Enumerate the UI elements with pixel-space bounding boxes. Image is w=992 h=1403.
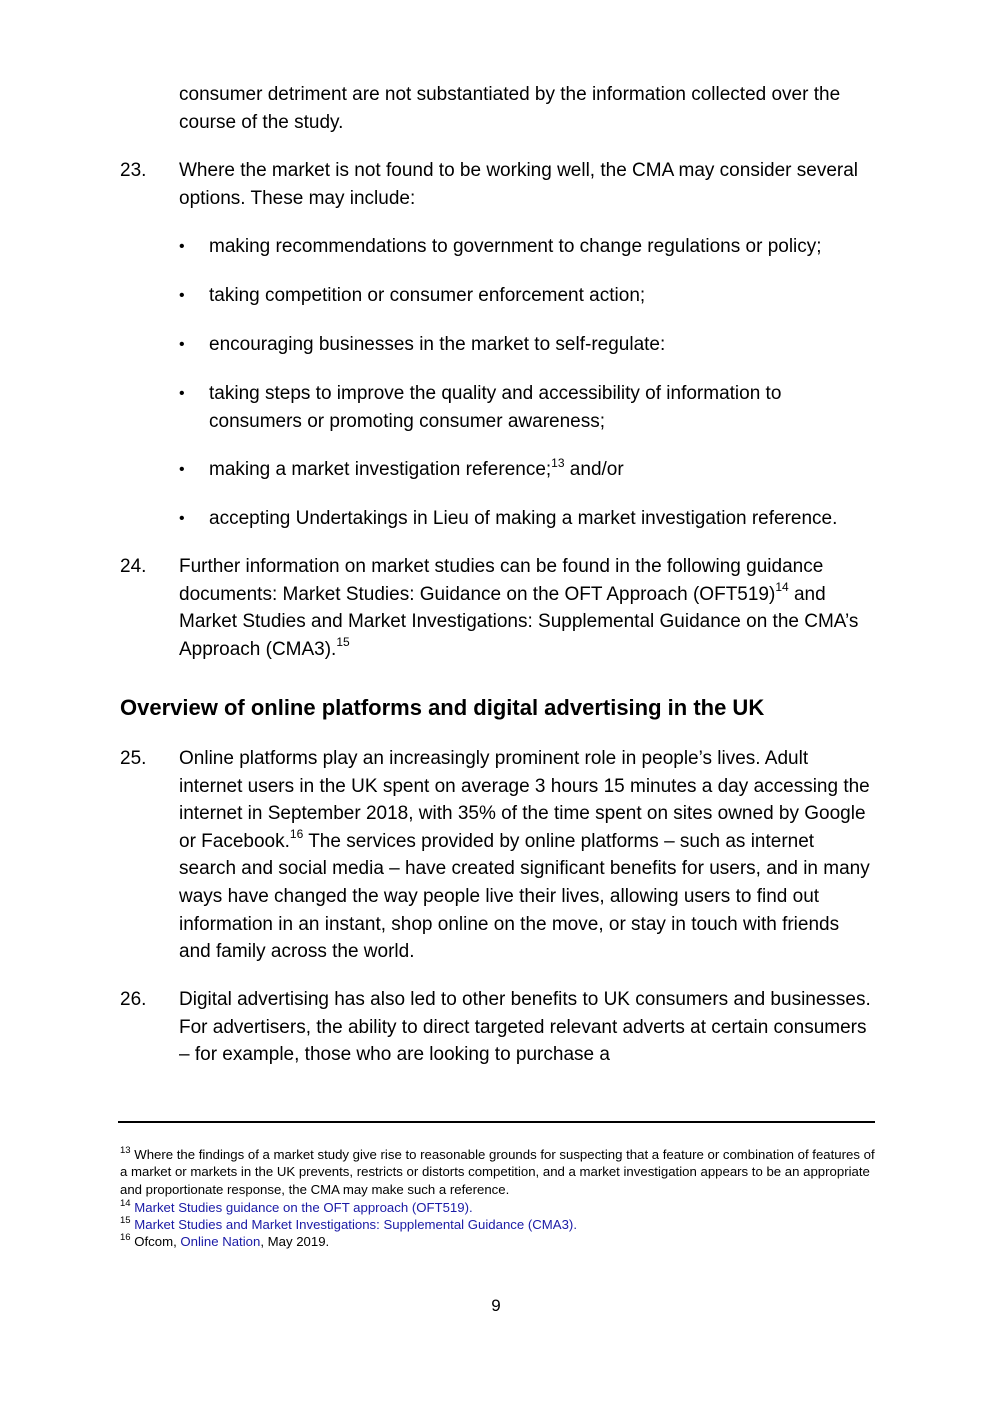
footnote-divider: [118, 1121, 875, 1123]
footnote-link[interactable]: Market Studies guidance on the OFT approach (OFT519).: [134, 1200, 473, 1215]
paragraph-number: 25.: [120, 748, 147, 769]
paragraph-text-part: Online platforms play an increasingly prominent role in people’s lives. Adult internet users in the UK spent on average 3 hours 15 minutes a day accessing the internet in September 2018, with 35% of the time spent on sites owned by Google or Facebook.: [179, 748, 870, 852]
paragraph-text-part: Further information on market studies can be found in the following guidance documents: Market Studies: Guidance on the OFT Approach (OFT519): [179, 556, 824, 605]
footnote-number: 14: [120, 1197, 131, 1209]
footnote-ref-14[interactable]: 14: [775, 580, 789, 595]
page-number: 9: [491, 1296, 501, 1315]
bullet-text: taking competition or consumer enforcement action;: [209, 285, 646, 306]
bullet-text: encouraging businesses in the market to self-regulate:: [209, 334, 666, 355]
bullet-icon: •: [179, 287, 185, 304]
paragraph-text: Digital advertising has also led to other benefits to UK consumers and businesses. For advertisers, the ability to direct targeted relevant adverts at certain consumers – for example, those who are looking to purchase a: [179, 989, 871, 1066]
bullet-text: taking steps to improve the quality and accessibility of information to consumers or promoting consumer awareness;: [209, 383, 782, 432]
footnote-number: 16: [120, 1231, 131, 1243]
paragraph-text: Where the market is not found to be working well, the CMA may consider several options. These may include:: [179, 160, 859, 209]
footnote-ref-16[interactable]: 16: [289, 827, 304, 842]
bullet-icon: •: [179, 238, 185, 255]
bullet-icon: •: [179, 510, 185, 527]
footnote-16: [120, 1233, 880, 1250]
footnote-ref-15[interactable]: 15: [336, 635, 350, 650]
paragraph-text-part: and Market Studies and Market Investigations: Supplemental Guidance on the CMA’s Approach (CMA3).: [179, 583, 859, 660]
footnote-link[interactable]: Market Studies and Market Investigations: Supplemental Guidance (CMA3).: [134, 1217, 577, 1232]
section-heading: Overview of online platforms and digital advertising in the UK: [120, 695, 765, 720]
bullet-text: accepting Undertakings in Lieu of making a market investigation reference.: [209, 508, 838, 529]
bullet-text: [209, 456, 879, 484]
bullet-icon: •: [179, 336, 185, 353]
bullet-icon: •: [179, 385, 185, 402]
footnote-ref-13[interactable]: 13: [551, 455, 565, 470]
footnote-link[interactable]: Online Nation: [180, 1234, 261, 1249]
footnote-14: [120, 1199, 880, 1216]
bullet-icon: •: [179, 461, 185, 478]
paragraph-number: 23.: [120, 160, 147, 181]
footnote-text: Where the findings of a market study give rise to reasonable grounds for suspecting that a feature or combination of features of a market or markets in the UK prevents, restricts or distorts competition, and a market investigation appears to be an appropriate and proportionate response, the CMA may make such a reference.: [120, 1147, 875, 1197]
paragraph-number: 24.: [120, 556, 147, 577]
bullet-text-main: making a market investigation reference;: [209, 459, 552, 480]
footnote-text: , May 2019.: [260, 1234, 330, 1249]
footnote-number: 13: [120, 1144, 131, 1156]
footnote-text: Ofcom,: [130, 1234, 181, 1249]
paragraph-text: [179, 553, 873, 663]
footnote-number: 15: [120, 1214, 131, 1226]
paragraph-number: 26.: [120, 989, 147, 1010]
paragraph-text-part: The services provided by online platforms – such as internet search and social media – have created significant benefits for users, and in many ways have changed the way people live their lives, allowing users to find out information in an instant, shop online on the move, or stay in touch with friends and family across the world.: [179, 830, 870, 963]
bullet-text-tail: and/or: [564, 459, 624, 480]
continuation-text: consumer detriment are not substantiated by the information collected over the course of the study.: [179, 84, 841, 133]
footnote-15: [120, 1216, 880, 1233]
footnote-13: [120, 1146, 880, 1198]
bullet-text: making recommendations to government to change regulations or policy;: [209, 236, 822, 257]
paragraph-text: [179, 745, 873, 966]
